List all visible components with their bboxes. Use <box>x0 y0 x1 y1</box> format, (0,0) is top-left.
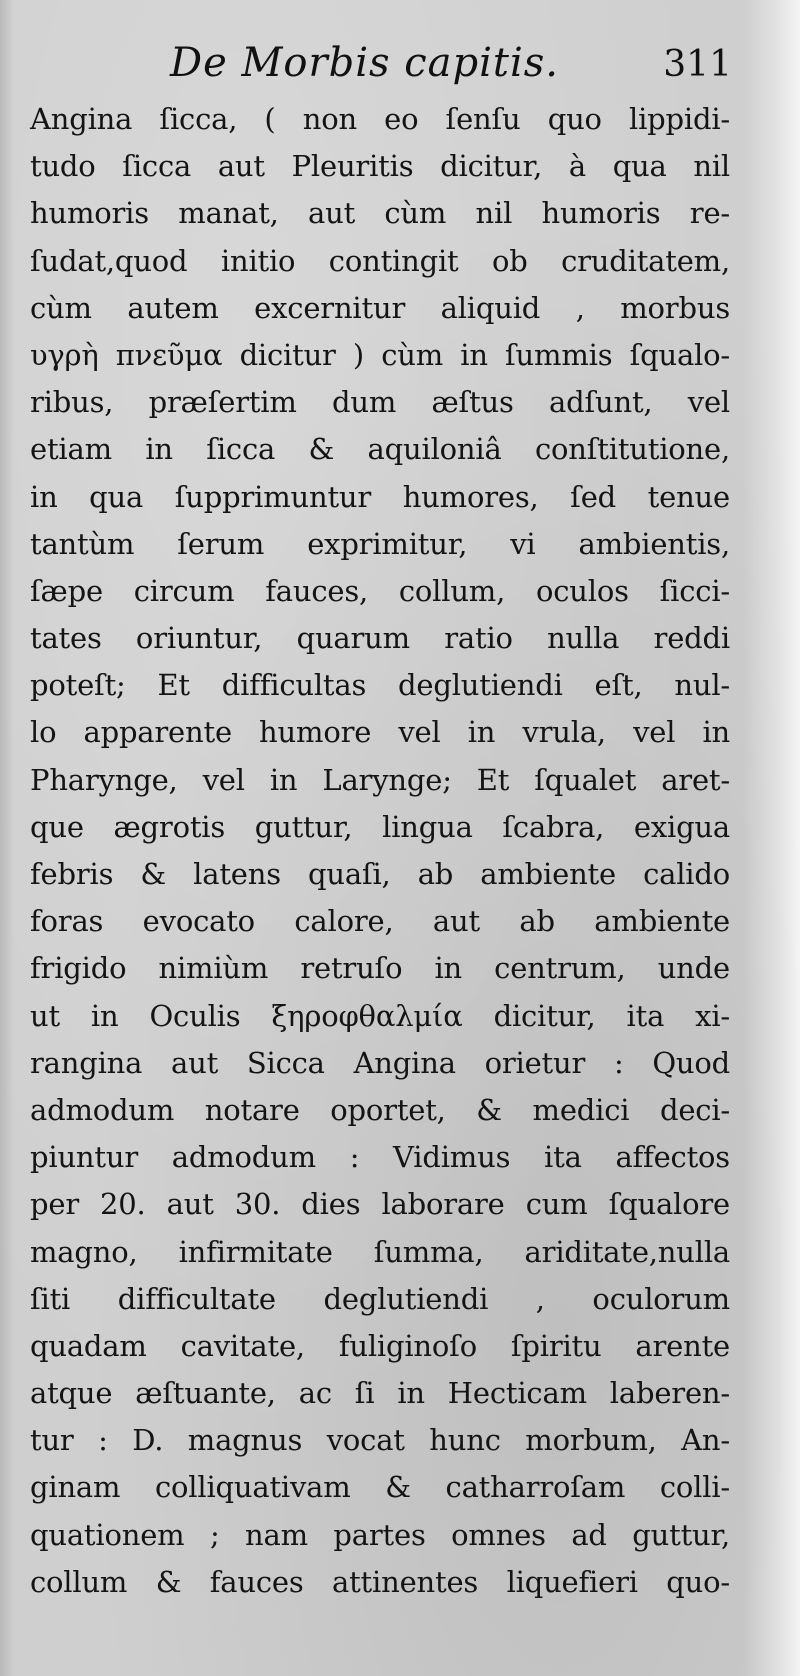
text-line: Pharynge, vel in Larynge; Et ſqualet aret- <box>30 762 730 797</box>
text-line: admodum notare oportet, & medici deci- <box>30 1092 730 1127</box>
text-line: quadam cavitate, fuliginoſo ſpiritu arente <box>30 1328 730 1363</box>
body-text <box>30 96 730 1606</box>
text-line: que ægrotis guttur, lingua ſcabra, exigua <box>30 809 730 844</box>
text-line: etiam in ſicca & aquiloniâ conſtitutione, <box>30 432 730 467</box>
text-line: in qua ſupprimuntur humores, ſed tenue <box>30 479 730 514</box>
page-number: 311 <box>663 44 732 85</box>
running-title: De Morbis capitis. <box>170 40 560 86</box>
text-line: ſiti difficultate deglutiendi , oculorum <box>30 1281 730 1316</box>
text-line: tur : D. magnus vocat hunc morbum, An- <box>30 1423 730 1458</box>
text-line: quationem ; nam partes omnes ad guttur, <box>30 1517 730 1552</box>
text-line: cùm autem excernitur aliquid , morbus <box>30 290 730 325</box>
text-line: frigido nimiùm retruſo in centrum, unde <box>30 951 730 986</box>
text-line: per 20. aut 30. dies laborare cum ſqualore <box>30 1187 730 1222</box>
text-line: ſudat,quod initio contingit ob cruditatem, <box>30 243 730 278</box>
text-line: collum & fauces attinentes liquefieri quo- <box>30 1564 730 1599</box>
text-line: humoris manat, aut cùm nil humoris re- <box>30 196 730 231</box>
text-line: atque æſtuante, ac ſi in Hecticam laberen- <box>30 1376 730 1411</box>
text-line: υγρὴ πνεῦμα dicitur ) cùm in ſummis ſqualo- <box>30 337 730 372</box>
text-line: rangina aut Sicca Angina orietur : Quod <box>30 1045 730 1080</box>
text-line: tantùm ſerum exprimitur, vi ambientis, <box>30 526 730 561</box>
text-line: ut in Oculis ξηροφθαλμία dicitur, ita xi- <box>30 998 730 1033</box>
text-line: poteſt; Et difficultas deglutiendi eſt, nul- <box>30 668 730 703</box>
text-line: magno, infirmitate ſumma, ariditate,nulla <box>30 1234 730 1269</box>
text-line: lo apparente humore vel in vrula, vel in <box>30 715 730 750</box>
text-line: foras evocato calore, aut ab ambiente <box>30 904 730 939</box>
text-line: tudo ſicca aut Pleuritis dicitur, à qua nil <box>30 149 730 184</box>
text-line: ribus, præſertim dum æſtus adſunt, vel <box>30 385 730 420</box>
text-line: Angina ſicca, ( non eo ſenſu quo lippidi- <box>30 102 730 136</box>
page-header <box>36 40 732 100</box>
text-line: tates oriuntur, quarum ratio nulla reddi <box>30 621 730 656</box>
text-line: ginam colliquativam & catharroſam colli- <box>30 1470 730 1505</box>
text-line: ſæpe circum fauces, collum, oculos ſicci- <box>30 573 730 608</box>
page-gutter-shadow <box>0 0 14 1676</box>
page-edge-shadow <box>744 0 800 1676</box>
text-line: piuntur admodum : Vidimus ita affectos <box>30 1140 730 1175</box>
text-line: febris & latens quaſi, ab ambiente calido <box>30 857 730 891</box>
